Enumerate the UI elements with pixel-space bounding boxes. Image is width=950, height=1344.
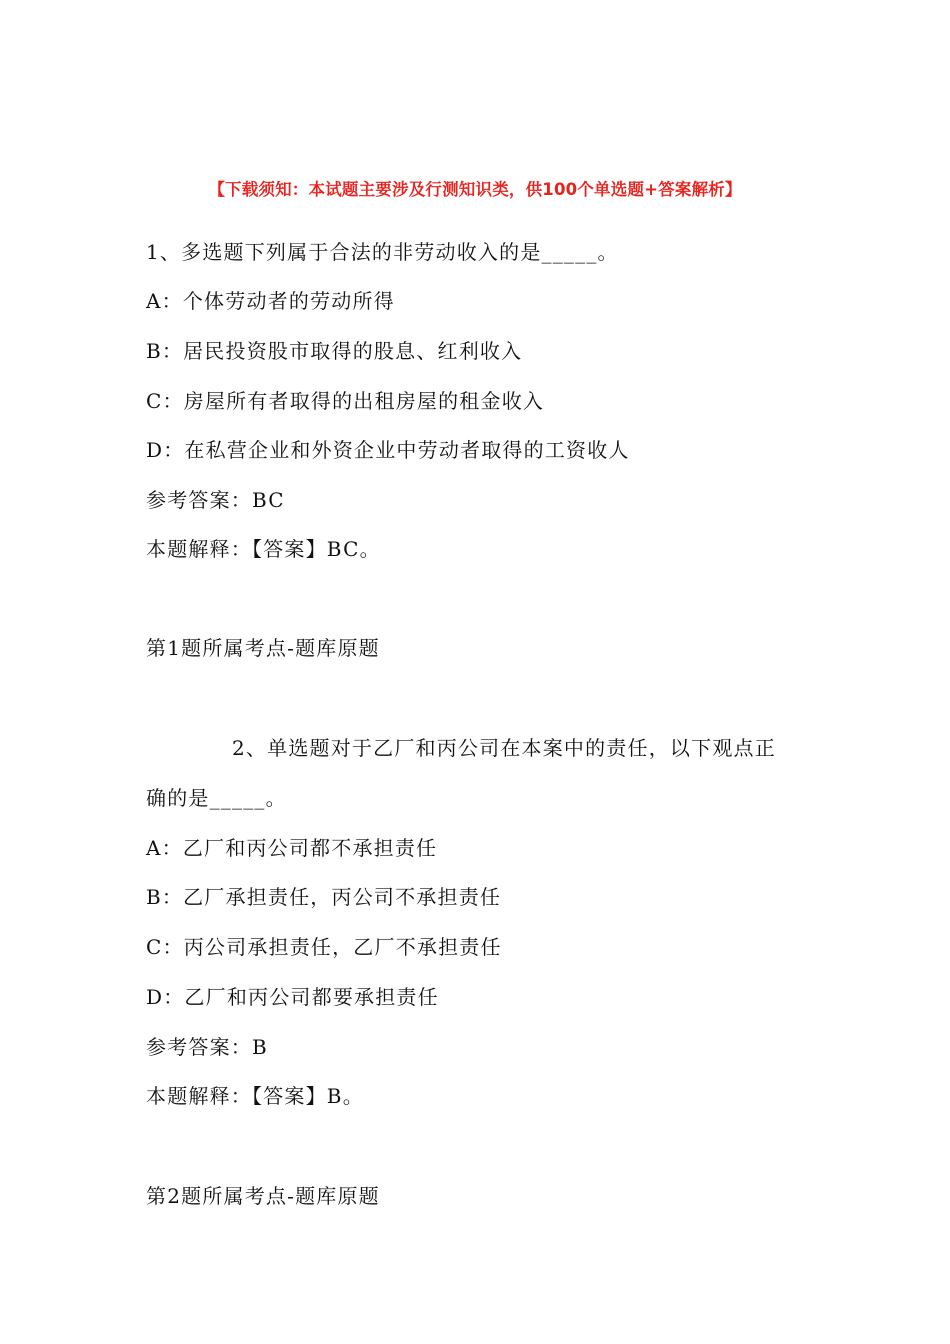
question-2-answer: 参考答案：B <box>146 1035 268 1059</box>
question-2-option-b: B：乙厂承担责任，丙公司不承担责任 <box>146 885 502 909</box>
question-1-topic: 第1题所属考点-题库原题 <box>146 636 380 660</box>
question-1-stem: 1、多选题下列属于合法的非劳动收入的是_____。 <box>146 240 619 264</box>
question-2-stem-line2: 确的是_____。 <box>146 786 287 810</box>
question-1-option-b: B：居民投资股市取得的股息、红利收入 <box>146 339 523 363</box>
question-2-topic: 第2题所属考点-题库原题 <box>146 1184 380 1208</box>
question-2-stem-line1: 2、单选题对于乙厂和丙公司在本案中的责任，以下观点正 <box>232 736 776 760</box>
question-1-option-d: D：在私营企业和外资企业中劳动者取得的工资收人 <box>146 438 630 462</box>
question-1-answer: 参考答案：BC <box>146 488 285 512</box>
question-1-explanation: 本题解释：【答案】BC。 <box>146 537 381 561</box>
question-2-explanation: 本题解释：【答案】B。 <box>146 1084 364 1108</box>
question-2-option-c: C：丙公司承担责任，乙厂不承担责任 <box>146 935 502 959</box>
question-1-option-a: A：个体劳动者的劳动所得 <box>146 289 395 313</box>
question-1-option-c: C：房屋所有者取得的出租房屋的租金收入 <box>146 389 545 413</box>
question-2-option-d: D：乙厂和丙公司都要承担责任 <box>146 985 439 1009</box>
download-notice: 【下载须知：本试题主要涉及行测知识类，供100个单选题+答案解析】 <box>208 180 742 199</box>
question-2-option-a: A：乙厂和丙公司都不承担责任 <box>146 836 438 860</box>
